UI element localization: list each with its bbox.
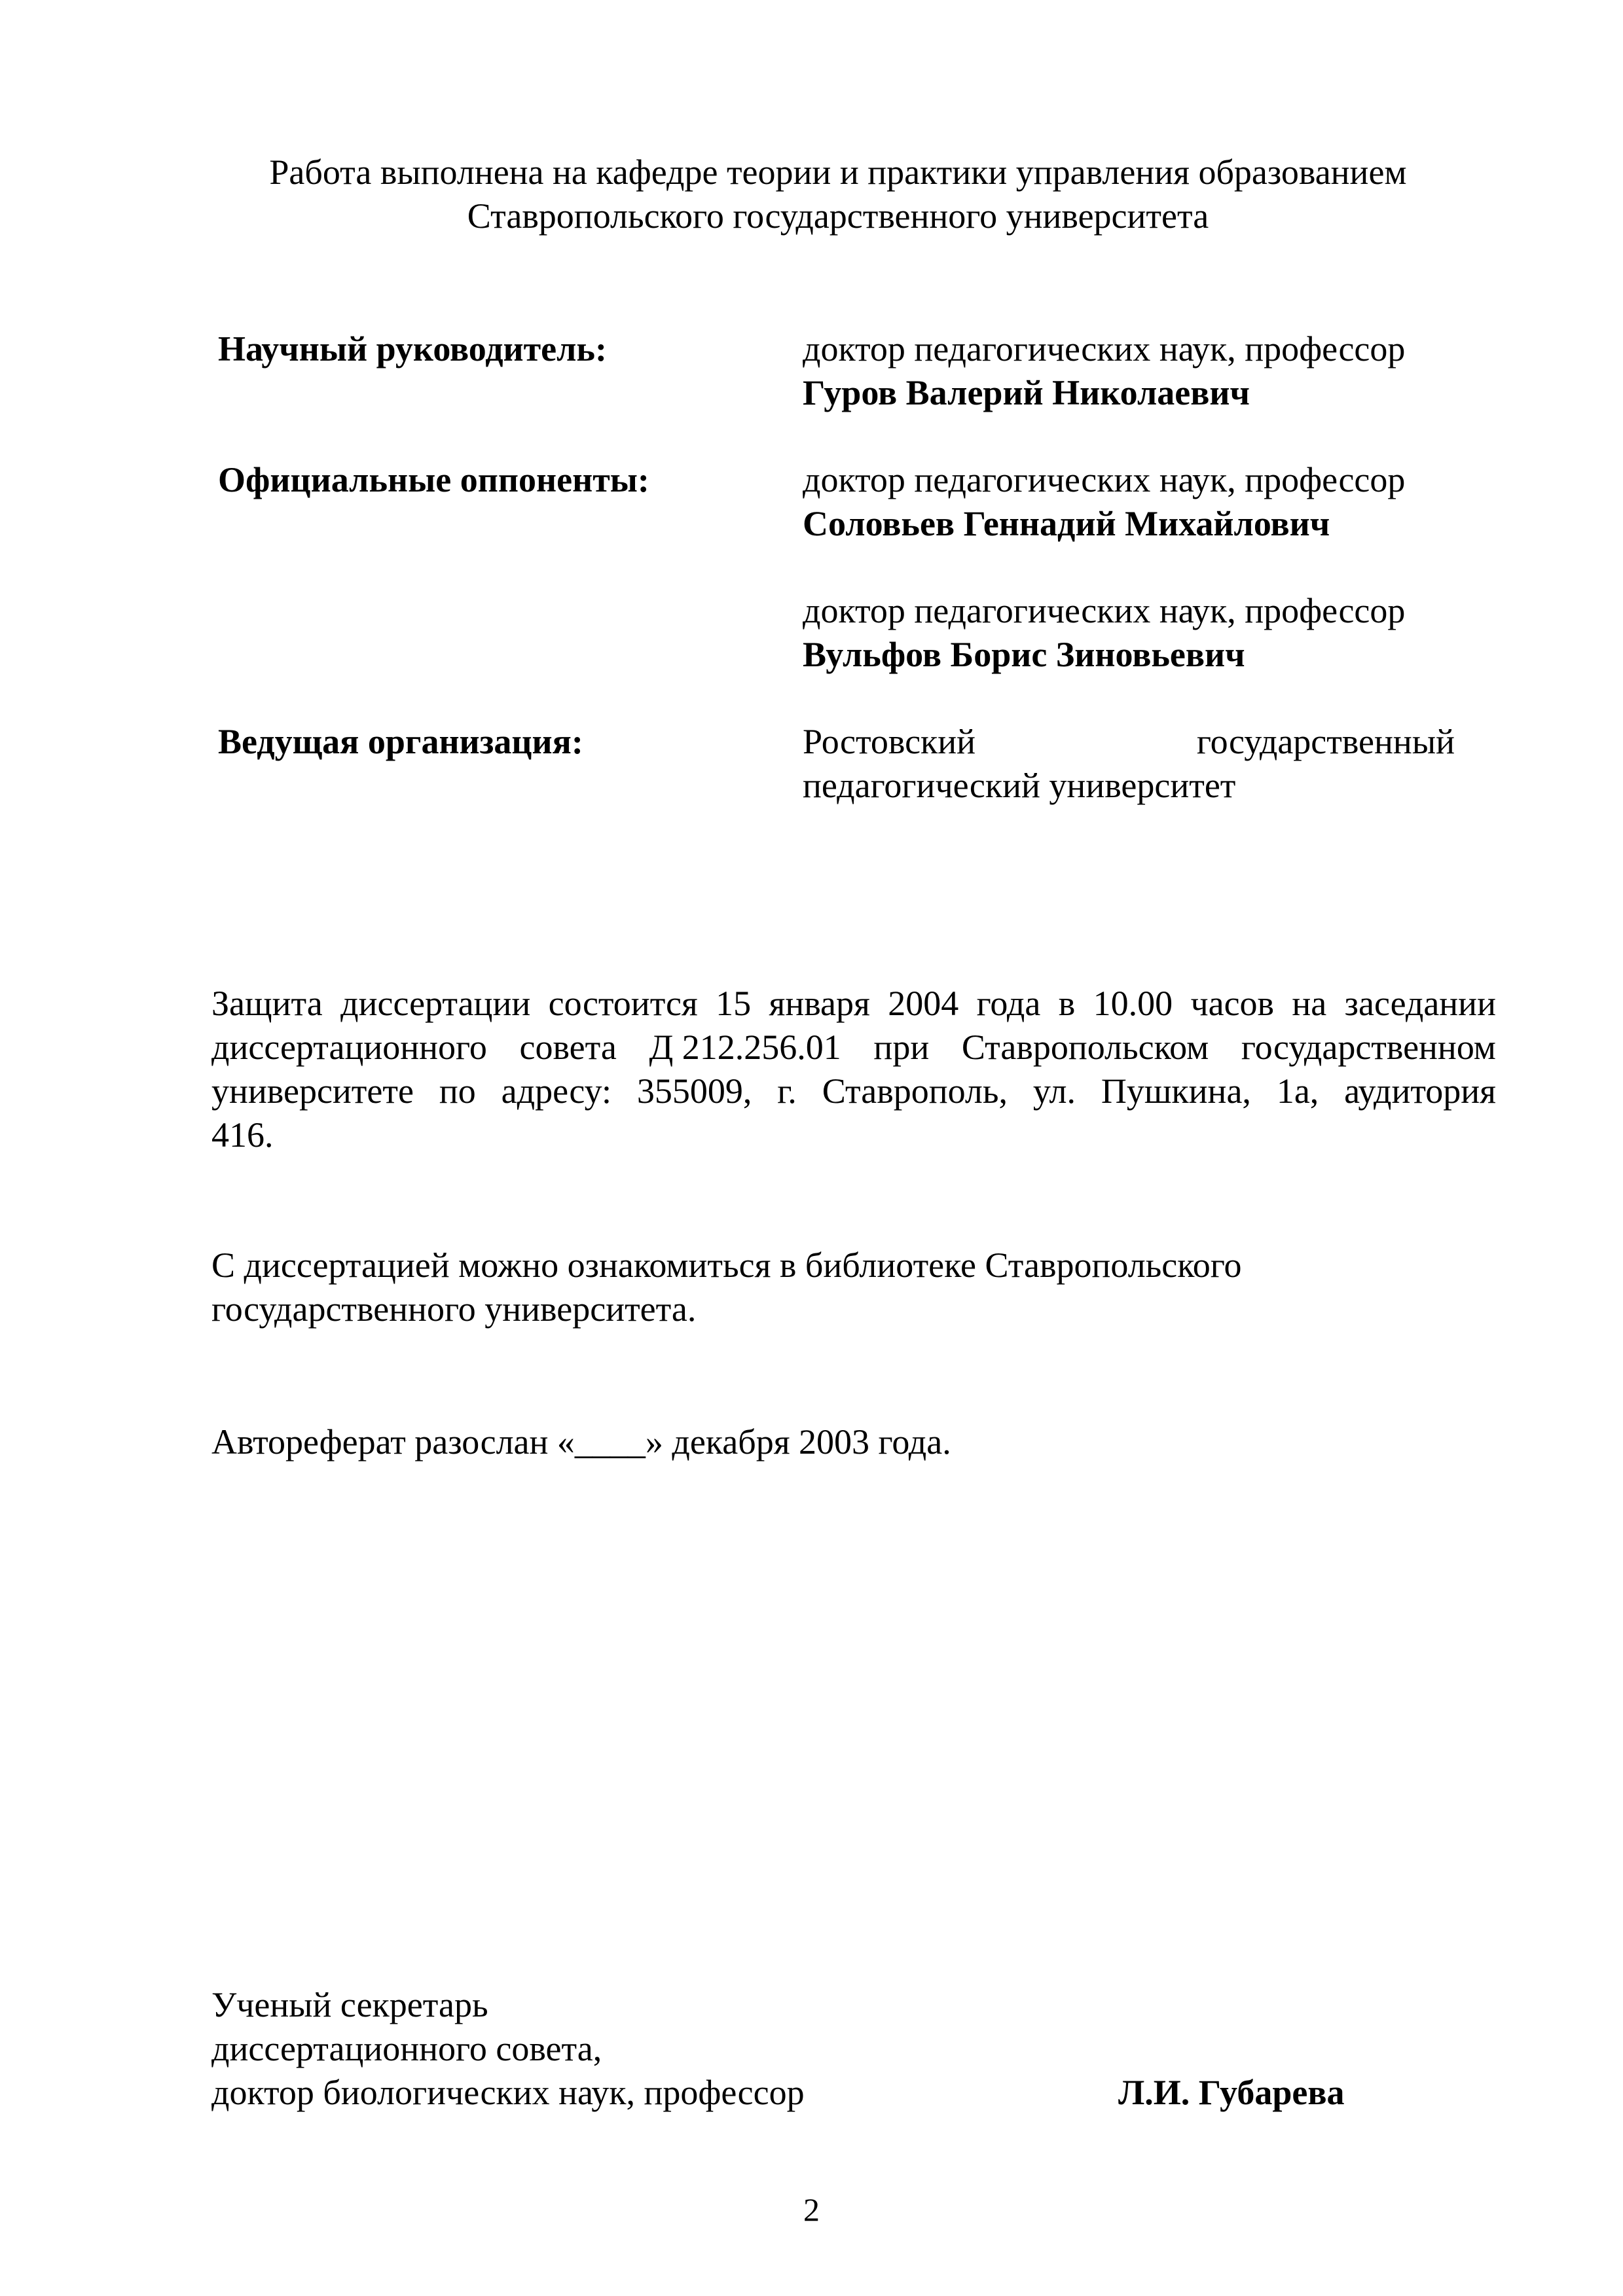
lead-org-line-2: педагогический университет — [803, 766, 1236, 805]
defense-paragraph — [211, 982, 1496, 1157]
defense-line-4: 416. — [211, 1115, 274, 1155]
defense-word: Ставрополь, — [822, 1071, 1008, 1111]
defense-word: университете — [211, 1071, 414, 1111]
defense-word: Пушкина, — [1101, 1071, 1251, 1111]
defense-word: января — [769, 984, 870, 1023]
defense-word: диссертации — [340, 984, 531, 1023]
defense-word: государственном — [1241, 1028, 1496, 1067]
secretary-name: Л.И. Губарева — [1118, 2073, 1345, 2112]
library-line-2: государственного университета. — [211, 1289, 697, 1329]
defense-word: ул. — [1032, 1071, 1076, 1111]
header — [210, 151, 1467, 238]
lead-org-word: Ростовский — [803, 722, 976, 761]
library-paragraph — [211, 1244, 1496, 1331]
defense-line-1 — [211, 982, 1496, 1026]
defense-word: Ставропольском — [961, 1028, 1209, 1067]
defense-line-3 — [211, 1069, 1496, 1113]
page-number: 2 — [803, 2191, 820, 2228]
defense-word: состоится — [548, 984, 698, 1023]
defense-word: адресу: — [501, 1071, 611, 1111]
header-line-2: Ставропольского государственного университета — [467, 196, 1209, 236]
defense-word: диссертационного — [211, 1028, 487, 1067]
defense-word: 1а, — [1276, 1071, 1319, 1111]
defense-word: в — [1058, 984, 1076, 1023]
secretary-line-1: Ученый секретарь — [211, 1985, 488, 2024]
defense-word: часов — [1190, 984, 1275, 1023]
secretary-line-2: диссертационного совета, — [211, 2029, 602, 2068]
library-line-1: С диссертацией можно ознакомиться в библиотеке Ставропольского — [211, 1246, 1242, 1285]
opponent-1-title: доктор педагогических наук, профессор — [803, 460, 1406, 499]
defense-word: на — [1292, 984, 1327, 1023]
sent-paragraph — [211, 1420, 1496, 1464]
opponent-1-name: Соловьев Геннадий Михайлович — [803, 504, 1330, 543]
opponents-label: Официальные оппоненты: — [218, 460, 649, 499]
defense-word: 355009, — [636, 1071, 752, 1111]
supervisor-title: доктор педагогических наук, профессор — [803, 329, 1406, 368]
defense-word: аудитория — [1344, 1071, 1496, 1111]
opponent-2-title: доктор педагогических наук, профессор — [803, 591, 1406, 630]
sent-line: Автореферат разослан «____» декабря 2003 года. — [211, 1422, 951, 1462]
defense-line-2 — [211, 1026, 1496, 1069]
defense-word: г. — [777, 1071, 797, 1111]
supervisor-label: Научный руководитель: — [218, 329, 607, 368]
supervisor-name: Гуров Валерий Николаевич — [803, 373, 1250, 412]
defense-word: при — [873, 1028, 930, 1067]
defense-word: 15 — [716, 984, 752, 1023]
defense-word: Защита — [211, 984, 323, 1023]
defense-word: заседании — [1344, 984, 1496, 1023]
defense-word: 10.00 — [1093, 984, 1173, 1023]
defense-word: по — [439, 1071, 476, 1111]
defense-word: совета — [519, 1028, 617, 1067]
header-line-1: Работа выполнена на кафедре теории и практики управления образованием — [269, 152, 1407, 192]
lead-org-word: государственный — [1196, 722, 1455, 761]
opponent-2-name: Вульфов Борис Зиновьевич — [803, 635, 1245, 674]
secretary-line-3: доктор биологических наук, профессор — [211, 2073, 805, 2112]
lead-org-line-1 — [803, 720, 1455, 764]
lead-org-label: Ведущая организация: — [218, 722, 583, 761]
defense-word: года — [976, 984, 1041, 1023]
defense-word: 2004 — [888, 984, 959, 1023]
defense-word: Д 212.256.01 — [649, 1028, 841, 1067]
